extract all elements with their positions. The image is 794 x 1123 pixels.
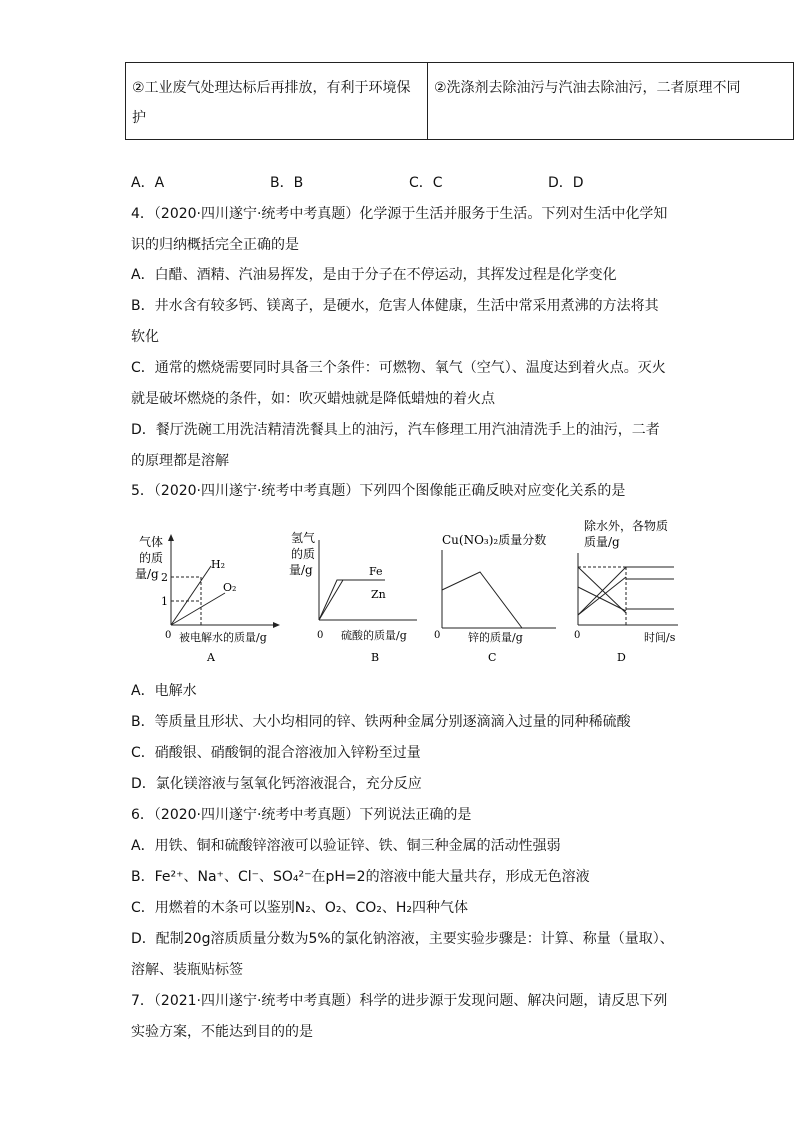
- q6-option-d-line2: 溶解、装瓶贴标签: [131, 962, 243, 978]
- q3-option-d: D．D: [548, 175, 584, 191]
- graph-a-ylabel-3: 量/g: [135, 567, 159, 581]
- graph-b-xlabel: 硫酸的质量/g: [341, 629, 407, 642]
- q7-stem-line2: 实验方案，不能达到目的的是: [131, 1024, 313, 1040]
- q7-stem-line1: 7．（2021·四川遂宁·统考中考真题）科学的进步源于发现问题、解决问题，请反思下列: [131, 993, 668, 1009]
- q6-stem: 6．（2020·四川遂宁·统考中考真题）下列说法正确的是: [131, 807, 472, 823]
- graph-b-ylabel-1: 氢气: [291, 531, 316, 545]
- graph-b-caption: B: [371, 651, 380, 664]
- graph-c-xlabel: 锌的质量/g: [468, 631, 523, 644]
- graph-d-ylabel-1: 除水外，各物质: [584, 519, 669, 533]
- graph-c-origin: 0: [434, 630, 441, 641]
- graph-a-label-h2: H₂: [211, 558, 226, 571]
- q4-option-a: A．白醋、酒精、汽油易挥发，是由于分子在不停运动，其挥发过程是化学变化: [131, 267, 617, 283]
- graph-a: [133, 528, 288, 668]
- q4-stem-line1: 4．（2020·四川遂宁·统考中考真题）化学源于生活并服务于生活。下列对生活中化学知: [131, 206, 668, 222]
- graph-a-ylabel-2: 的质: [139, 551, 164, 565]
- q4-option-b-line2: 软化: [131, 329, 159, 345]
- table-row: [126, 63, 794, 140]
- table-cell-right: ②洗涤剂去除油污与汽油去除油污，二者原理不同: [428, 63, 794, 140]
- graph-c-line: [442, 572, 522, 628]
- comparison-table: [125, 62, 794, 140]
- q6-option-d-line1: D．配制20g溶质质量分数为5%的氯化钠溶液，主要实验步骤是：计算、称量（量取）、: [131, 931, 674, 947]
- q3-option-c: C．C: [409, 175, 443, 191]
- q5-option-d: D．氯化镁溶液与氢氧化钙溶液混合，充分反应: [131, 776, 422, 792]
- q4-option-d-line2: 的原理都是溶解: [131, 453, 229, 469]
- q6-option-a: A．用铁、铜和硫酸锌溶液可以验证锌、铁、铜三种金属的活动性强弱: [131, 838, 561, 854]
- graph-a-line-h2: [171, 566, 211, 625]
- graph-a-tick-1: 1: [161, 595, 168, 608]
- table-cell-left: ②工业废气处理达标后再排放，有利于环境保护: [126, 63, 428, 140]
- q6-option-c: C．用燃着的木条可以鉴别N₂、O₂、CO₂、H₂四种气体: [131, 900, 469, 916]
- q5-option-a: A．电解水: [131, 683, 197, 699]
- q6-option-b: B．Fe²⁺、Na⁺、Cl⁻、SO₄²⁻在pH=2的溶液中能大量共存，形成无色溶液: [131, 869, 590, 885]
- q5-stem: 5．（2020·四川遂宁·统考中考真题）下列四个图像能正确反映对应变化关系的是: [131, 483, 626, 499]
- graph-a-tick-2: 2: [161, 571, 168, 584]
- graph-c-ylabel: Cu(NO₃)₂质量分数: [442, 533, 547, 547]
- graph-b-label-fe: Fe: [369, 565, 383, 578]
- graph-a-line-o2: [171, 593, 225, 625]
- graph-d-ylabel-2: 质量/g: [584, 535, 620, 549]
- graph-d-line-4: [578, 577, 626, 615]
- graph-b: [285, 528, 425, 668]
- graph-b-origin: 0: [317, 630, 324, 641]
- graph-b-ylabel-3: 量/g: [289, 563, 313, 577]
- q3-option-a: A．A: [131, 175, 165, 191]
- graph-c-caption: C: [488, 651, 497, 664]
- q5-option-c: C．硝酸银、硝酸铜的混合溶液加入锌粉至过量: [131, 745, 421, 761]
- graph-b-line-zn: [319, 580, 343, 620]
- q4-option-d-line1: D．餐厅洗碗工用洗洁精清洗餐具上的油污，汽车修理工用汽油清洗手上的油污，二者: [131, 422, 660, 438]
- q4-option-b-line1: B．井水含有较多钙、镁离子，是硬水，危害人体健康，生活中常采用煮沸的方法将其: [131, 298, 659, 314]
- q4-option-c-line2: 就是破坏燃烧的条件，如：吹灭蜡烛就是降低蜡烛的着火点: [131, 391, 495, 407]
- q5-option-b: B．等质量且形状、大小均相同的锌、铁两种金属分别逐滴滴入过量的同种稀硫酸: [131, 714, 631, 730]
- graph-d-xlabel: 时间/s: [644, 631, 676, 644]
- graph-d-origin: 0: [574, 630, 581, 641]
- q4-option-c-line1: C．通常的燃烧需要同时具备三个条件：可燃物、氧气（空气）、温度达到着火点。灭火: [131, 360, 666, 376]
- graph-d-caption: D: [617, 651, 626, 664]
- graph-b-ylabel-2: 的质: [291, 547, 316, 561]
- graph-a-origin: 0: [165, 630, 172, 641]
- graph-a-x-arrow: [273, 622, 280, 628]
- graph-a-xlabel: 被电解水的质量/g: [179, 631, 267, 644]
- graph-a-caption: A: [207, 651, 215, 664]
- graph-a-y-arrow: [168, 534, 174, 541]
- graph-c: [430, 528, 570, 668]
- graph-b-label-zn: Zn: [371, 588, 386, 601]
- q4-stem-line2: 识的归纳概括完全正确的是: [131, 237, 299, 253]
- graph-a-label-o2: O₂: [223, 581, 237, 594]
- q3-option-b: B．B: [270, 175, 304, 191]
- graph-d: [570, 515, 690, 668]
- graph-a-ylabel-1: 气体: [139, 535, 164, 549]
